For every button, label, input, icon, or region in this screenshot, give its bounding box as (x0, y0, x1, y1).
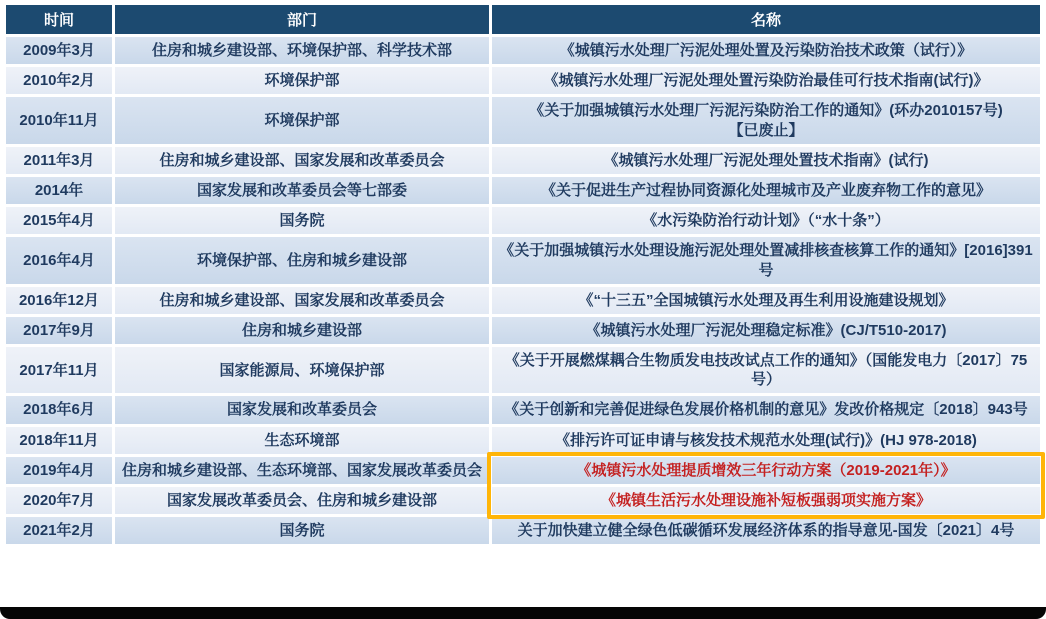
table-row (6, 396, 1040, 423)
cell-name: 《关于创新和完善促进绿色发展价格机制的意见》发改价格规定〔2018〕943号 (492, 396, 1040, 423)
cell-department: 环境保护部、住房和城乡建设部 (115, 237, 489, 283)
cell-time: 2019年4月 (6, 457, 112, 484)
table-header (6, 5, 1040, 34)
cell-name: 《城镇污水处理厂污泥处理处置污染防治最佳可行技术指南(试行)》 (492, 67, 1040, 94)
header-time: 时间 (6, 5, 112, 34)
table-row (6, 147, 1040, 174)
cell-name: 《城镇污水处理厂污泥处理稳定标准》(CJ/T510-2017) (492, 317, 1040, 344)
table-row (6, 37, 1040, 64)
cell-name: 《城镇污水处理厂污泥处理处置及污染防治技术政策（试行）》 (492, 37, 1040, 64)
bottom-bar (0, 607, 1046, 619)
table-row (6, 97, 1040, 143)
cell-time: 2010年11月 (6, 97, 112, 143)
cell-department: 住房和城乡建设部、环境保护部、科学技术部 (115, 37, 489, 64)
table-row (6, 517, 1040, 544)
table-body (6, 37, 1040, 544)
policy-table (3, 2, 1043, 547)
cell-name: 《“十三五”全国城镇污水处理及再生利用设施建设规划》 (492, 287, 1040, 314)
cell-department: 国家能源局、环境保护部 (115, 347, 489, 393)
table-row (6, 457, 1040, 484)
cell-name: 《关于加强城镇污水处理厂污泥污染防治工作的通知》(环办2010157号) 【已废止】 (492, 97, 1040, 143)
cell-time: 2016年4月 (6, 237, 112, 283)
cell-department: 国家发展改革委员会、住房和城乡建设部 (115, 487, 489, 514)
cell-time: 2017年9月 (6, 317, 112, 344)
table-row (6, 287, 1040, 314)
cell-time: 2020年7月 (6, 487, 112, 514)
cell-time: 2010年2月 (6, 67, 112, 94)
cell-name: 《水污染防治行动计划》（“水十条”） (492, 207, 1040, 234)
cell-name: 关于加快建立健全绿色低碳循环发展经济体系的指导意见-国发〔2021〕4号 (492, 517, 1040, 544)
repealed-badge: 【已废止】 (728, 121, 804, 139)
cell-time: 2009年3月 (6, 37, 112, 64)
cell-name: 《城镇污水处理厂污泥处理处置技术指南》(试行) (492, 147, 1040, 174)
table-row (6, 347, 1040, 393)
table-row (6, 207, 1040, 234)
table-row (6, 487, 1040, 514)
cell-time: 2014年 (6, 177, 112, 204)
header-department: 部门 (115, 5, 489, 34)
table-row (6, 177, 1040, 204)
cell-department: 住房和城乡建设部 (115, 317, 489, 344)
cell-time: 2018年11月 (6, 427, 112, 454)
cell-department: 国家发展和改革委员会 (115, 396, 489, 423)
cell-department: 国务院 (115, 207, 489, 234)
table-row (6, 237, 1040, 283)
cell-name: 《关于促进生产过程协同资源化处理城市及产业废弃物工作的意见》 (492, 177, 1040, 204)
cell-time: 2016年12月 (6, 287, 112, 314)
header-name: 名称 (492, 5, 1040, 34)
table-row (6, 317, 1040, 344)
cell-name: 《城镇生活污水处理设施补短板强弱项实施方案》 (492, 487, 1040, 514)
cell-time: 2018年6月 (6, 396, 112, 423)
cell-department: 住房和城乡建设部、生态环境部、国家发展改革委员会 (115, 457, 489, 484)
cell-name: 《关于开展燃煤耦合生物质发电技改试点工作的通知》（国能发电力〔2017〕75号） (492, 347, 1040, 393)
header-row (6, 5, 1040, 34)
cell-department: 生态环境部 (115, 427, 489, 454)
cell-name: 《城镇污水处理提质增效三年行动方案（2019-2021年）》 (492, 457, 1040, 484)
cell-department: 环境保护部 (115, 97, 489, 143)
cell-department: 环境保护部 (115, 67, 489, 94)
cell-department: 住房和城乡建设部、国家发展和改革委员会 (115, 147, 489, 174)
cell-time: 2015年4月 (6, 207, 112, 234)
cell-name: 《关于加强城镇污水处理设施污泥处理处置减排核查核算工作的通知》[2016]391号 (492, 237, 1040, 283)
cell-time: 2017年11月 (6, 347, 112, 393)
cell-time: 2011年3月 (6, 147, 112, 174)
cell-department: 国务院 (115, 517, 489, 544)
table-row (6, 67, 1040, 94)
cell-department: 住房和城乡建设部、国家发展和改革委员会 (115, 287, 489, 314)
table-row (6, 427, 1040, 454)
cell-department: 国家发展和改革委员会等七部委 (115, 177, 489, 204)
cell-name: 《排污许可证申请与核发技术规范水处理(试行)》(HJ 978-2018) (492, 427, 1040, 454)
cell-time: 2021年2月 (6, 517, 112, 544)
